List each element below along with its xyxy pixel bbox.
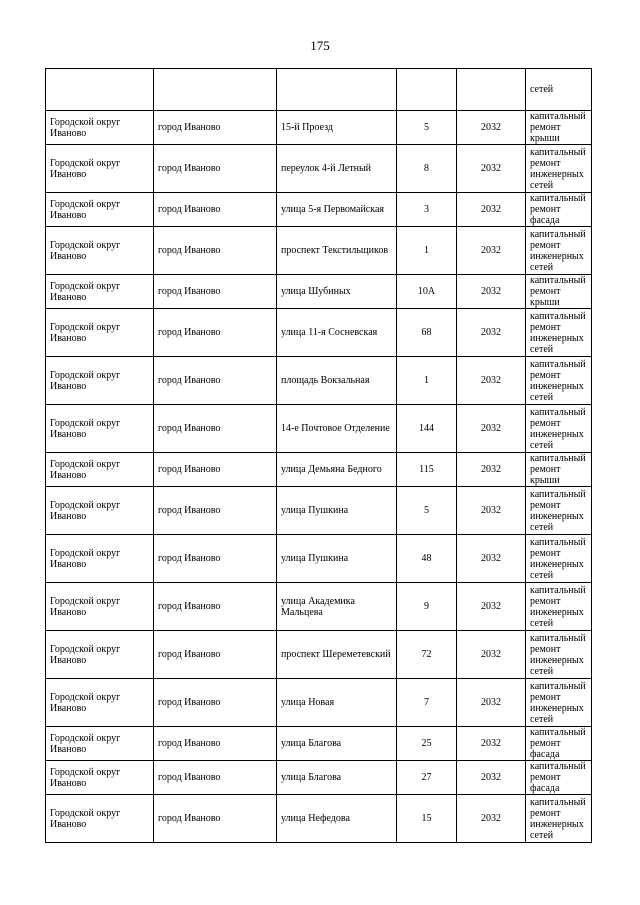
street-cell: проспект Текстильщиков bbox=[277, 227, 397, 275]
city-cell bbox=[154, 69, 277, 111]
year-cell: 2032 bbox=[457, 193, 526, 227]
district-cell: Городской округ Иваново bbox=[46, 761, 154, 795]
district-cell: Городской округ Иваново bbox=[46, 309, 154, 357]
table-row bbox=[46, 631, 592, 679]
table-row bbox=[46, 405, 592, 453]
year-cell: 2032 bbox=[457, 275, 526, 309]
city-cell: город Иваново bbox=[154, 761, 277, 795]
house-number-cell: 27 bbox=[397, 761, 457, 795]
table-row bbox=[46, 111, 592, 145]
house-number-cell: 72 bbox=[397, 631, 457, 679]
house-number-cell: 115 bbox=[397, 453, 457, 487]
city-cell: город Иваново bbox=[154, 795, 277, 843]
table-row bbox=[46, 727, 592, 761]
work-type-cell: капитальный ремонт крыши bbox=[526, 453, 592, 487]
district-cell: Городской округ Иваново bbox=[46, 111, 154, 145]
house-number-cell: 3 bbox=[397, 193, 457, 227]
table-row bbox=[46, 761, 592, 795]
table-row bbox=[46, 679, 592, 727]
work-cell: сетей bbox=[526, 69, 592, 111]
house-number-cell: 10А bbox=[397, 275, 457, 309]
city-cell: город Иваново bbox=[154, 193, 277, 227]
district-cell: Городской округ Иваново bbox=[46, 357, 154, 405]
repair-schedule-table bbox=[45, 68, 592, 843]
district-cell: Городской округ Иваново bbox=[46, 679, 154, 727]
street-cell: 14-е Почтовое Отделение bbox=[277, 405, 397, 453]
house-number-cell: 15 bbox=[397, 795, 457, 843]
table-row bbox=[46, 795, 592, 843]
year-cell: 2032 bbox=[457, 727, 526, 761]
year-cell: 2032 bbox=[457, 227, 526, 275]
year-cell: 2032 bbox=[457, 453, 526, 487]
work-type-cell: капитальный ремонт инженерных сетей bbox=[526, 309, 592, 357]
city-cell: город Иваново bbox=[154, 357, 277, 405]
house-number-cell: 1 bbox=[397, 227, 457, 275]
table-row bbox=[46, 535, 592, 583]
house-number-cell: 68 bbox=[397, 309, 457, 357]
street-cell: улица Благова bbox=[277, 761, 397, 795]
table-body bbox=[46, 69, 592, 843]
street-cell: проспект Шереметевский bbox=[277, 631, 397, 679]
district-cell: Городской округ Иваново bbox=[46, 405, 154, 453]
city-cell: город Иваново bbox=[154, 275, 277, 309]
house-number-cell: 8 bbox=[397, 145, 457, 193]
city-cell: город Иваново bbox=[154, 487, 277, 535]
work-type-cell: капитальный ремонт инженерных сетей bbox=[526, 405, 592, 453]
year-cell: 2032 bbox=[457, 405, 526, 453]
work-type-cell: капитальный ремонт инженерных сетей bbox=[526, 631, 592, 679]
work-type-cell: капитальный ремонт инженерных сетей bbox=[526, 795, 592, 843]
street-cell bbox=[277, 69, 397, 111]
district-cell: Городской округ Иваново bbox=[46, 145, 154, 193]
street-cell: улица Академика Мальцева bbox=[277, 583, 397, 631]
house-number-cell: 5 bbox=[397, 111, 457, 145]
continued-row bbox=[46, 69, 592, 111]
work-type-cell: капитальный ремонт инженерных сетей bbox=[526, 679, 592, 727]
table-row bbox=[46, 583, 592, 631]
district-cell: Городской округ Иваново bbox=[46, 453, 154, 487]
city-cell: город Иваново bbox=[154, 679, 277, 727]
table-row bbox=[46, 453, 592, 487]
table-row bbox=[46, 227, 592, 275]
street-cell: площадь Вокзальная bbox=[277, 357, 397, 405]
work-type-cell: капитальный ремонт инженерных сетей bbox=[526, 145, 592, 193]
city-cell: город Иваново bbox=[154, 309, 277, 357]
city-cell: город Иваново bbox=[154, 405, 277, 453]
district-cell: Городской округ Иваново bbox=[46, 727, 154, 761]
year-cell: 2032 bbox=[457, 631, 526, 679]
house-number-cell: 48 bbox=[397, 535, 457, 583]
street-cell: улица Благова bbox=[277, 727, 397, 761]
work-type-cell: капитальный ремонт инженерных сетей bbox=[526, 357, 592, 405]
house-number-cell: 25 bbox=[397, 727, 457, 761]
table-row bbox=[46, 309, 592, 357]
street-cell: улица Нефедова bbox=[277, 795, 397, 843]
work-type-cell: капитальный ремонт инженерных сетей bbox=[526, 487, 592, 535]
year-cell: 2032 bbox=[457, 679, 526, 727]
house-number-cell: 1 bbox=[397, 357, 457, 405]
street-cell: улица Пушкина bbox=[277, 535, 397, 583]
district-cell: Городской округ Иваново bbox=[46, 583, 154, 631]
year-cell bbox=[457, 69, 526, 111]
street-cell: улица Шубиных bbox=[277, 275, 397, 309]
district-cell: Городской округ Иваново bbox=[46, 795, 154, 843]
street-cell: улица 5-я Первомайская bbox=[277, 193, 397, 227]
district-cell: Городской округ Иваново bbox=[46, 227, 154, 275]
year-cell: 2032 bbox=[457, 535, 526, 583]
table-row bbox=[46, 193, 592, 227]
district-cell: Городской округ Иваново bbox=[46, 631, 154, 679]
table-row bbox=[46, 487, 592, 535]
street-cell: переулок 4-й Летный bbox=[277, 145, 397, 193]
work-type-cell: капитальный ремонт фасада bbox=[526, 761, 592, 795]
table-row bbox=[46, 275, 592, 309]
year-cell: 2032 bbox=[457, 111, 526, 145]
street-cell: улица Новая bbox=[277, 679, 397, 727]
work-type-cell: капитальный ремонт инженерных сетей bbox=[526, 535, 592, 583]
district-cell: Городской округ Иваново bbox=[46, 275, 154, 309]
city-cell: город Иваново bbox=[154, 535, 277, 583]
year-cell: 2032 bbox=[457, 761, 526, 795]
district-cell bbox=[46, 69, 154, 111]
work-type-cell: капитальный ремонт инженерных сетей bbox=[526, 583, 592, 631]
city-cell: город Иваново bbox=[154, 111, 277, 145]
district-cell: Городской округ Иваново bbox=[46, 535, 154, 583]
year-cell: 2032 bbox=[457, 583, 526, 631]
work-type-cell: капитальный ремонт фасада bbox=[526, 193, 592, 227]
city-cell: город Иваново bbox=[154, 727, 277, 761]
district-cell: Городской округ Иваново bbox=[46, 193, 154, 227]
house-number-cell: 144 bbox=[397, 405, 457, 453]
street-cell: 15-й Проезд bbox=[277, 111, 397, 145]
house-number-cell: 5 bbox=[397, 487, 457, 535]
city-cell: город Иваново bbox=[154, 583, 277, 631]
work-type-cell: капитальный ремонт фасада bbox=[526, 727, 592, 761]
year-cell: 2032 bbox=[457, 487, 526, 535]
table-row bbox=[46, 357, 592, 405]
work-type-cell: капитальный ремонт крыши bbox=[526, 275, 592, 309]
year-cell: 2032 bbox=[457, 309, 526, 357]
street-cell: улица 11-я Сосневская bbox=[277, 309, 397, 357]
house-number-cell: 9 bbox=[397, 583, 457, 631]
page-number: 175 bbox=[310, 38, 330, 53]
year-cell: 2032 bbox=[457, 357, 526, 405]
year-cell: 2032 bbox=[457, 145, 526, 193]
house-cell bbox=[397, 69, 457, 111]
city-cell: город Иваново bbox=[154, 145, 277, 193]
year-cell: 2032 bbox=[457, 795, 526, 843]
city-cell: город Иваново bbox=[154, 453, 277, 487]
street-cell: улица Демьяна Бедного bbox=[277, 453, 397, 487]
table-row bbox=[46, 145, 592, 193]
city-cell: город Иваново bbox=[154, 227, 277, 275]
street-cell: улица Пушкина bbox=[277, 487, 397, 535]
work-type-cell: капитальный ремонт крыши bbox=[526, 111, 592, 145]
house-number-cell: 7 bbox=[397, 679, 457, 727]
city-cell: город Иваново bbox=[154, 631, 277, 679]
work-type-cell: капитальный ремонт инженерных сетей bbox=[526, 227, 592, 275]
district-cell: Городской округ Иваново bbox=[46, 487, 154, 535]
